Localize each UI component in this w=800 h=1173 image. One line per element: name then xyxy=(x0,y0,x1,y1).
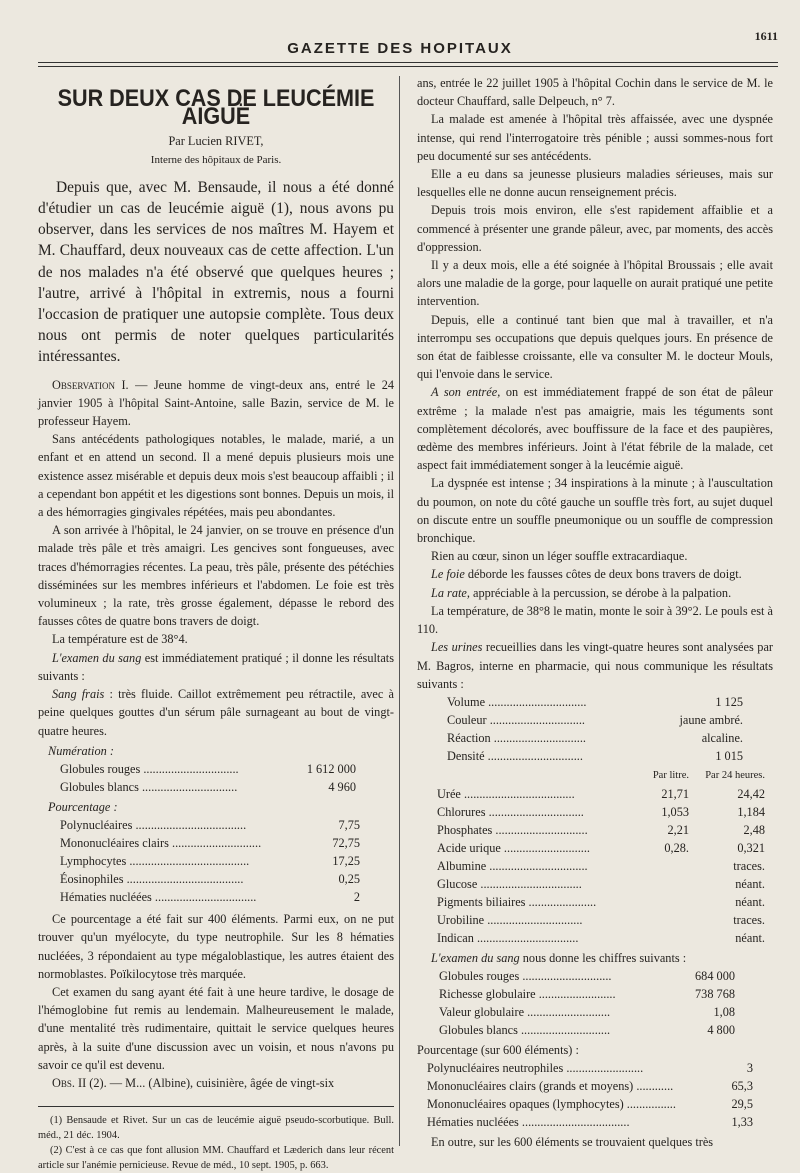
numeration-table xyxy=(60,760,356,796)
table-row xyxy=(60,888,360,906)
table-row xyxy=(60,852,360,870)
table-row xyxy=(437,821,765,839)
paragraph xyxy=(38,649,394,685)
table-row xyxy=(439,985,735,1003)
pourcentage2-table xyxy=(427,1059,753,1131)
row-value-per-litre: 1,053 xyxy=(661,804,689,819)
paragraph: La température, de 38°8 le matin, monte le soir à 39°2. Le pouls est à 110. xyxy=(417,603,773,637)
row-value-per-litre xyxy=(627,893,689,911)
paragraph xyxy=(417,383,773,474)
table-row xyxy=(447,729,743,747)
pourcentage-table xyxy=(60,816,360,906)
row-label: Urée .................................... xyxy=(437,786,575,801)
table-row xyxy=(447,693,743,711)
row-label: Hématies nucléées ................................. xyxy=(60,890,257,905)
paragraph: Depuis trois mois environ, elle s'est rapidement affaiblie et a commencé à présenter une grande pâleur, avec, par moments, des accès d'oppression. xyxy=(417,203,773,254)
table-row xyxy=(60,834,360,852)
table-header xyxy=(437,767,765,785)
row-label: Globules blancs ............................... xyxy=(60,779,238,794)
header-per-24h: Par 24 heures. xyxy=(705,769,765,781)
row-value-per-24h: 2,48 xyxy=(743,822,765,837)
row-label: Polynucléaires neutrophiles ......................... xyxy=(427,1061,644,1076)
table-row xyxy=(427,1077,753,1095)
row-label: Albumine ................................ xyxy=(437,858,588,873)
paragraph xyxy=(417,584,773,602)
row-value-per-24h: néant. xyxy=(735,876,765,891)
italic-term: Le foie xyxy=(431,567,465,582)
page-number: 1611 xyxy=(754,29,778,43)
table-row xyxy=(437,803,765,821)
italic-term: A son entrée, xyxy=(431,385,501,400)
row-label: Globules rouges ............................... xyxy=(60,761,239,776)
obs2-paragraph xyxy=(38,1074,394,1092)
row-value: 1 612 000 xyxy=(306,761,356,776)
table-row xyxy=(447,747,743,765)
pourcentage-label: Pourcentage : xyxy=(48,799,118,814)
row-value-per-24h: traces. xyxy=(733,912,765,927)
paragraph: En outre, sur les 600 éléments se trouvaient quelques très xyxy=(431,1135,714,1150)
blood-table xyxy=(439,967,735,1039)
text: est immédiatement pratiqué ; il donne les résultats suivants : xyxy=(38,650,394,683)
row-value: 1,08 xyxy=(713,1005,735,1020)
text: déborde les fausses côtes de deux bons travers de doigt. xyxy=(464,567,742,582)
table-row xyxy=(427,1059,753,1077)
row-value-per-24h: néant. xyxy=(735,930,765,945)
row-value: 1,33 xyxy=(731,1115,753,1130)
row-label: Lymphocytes ....................................... xyxy=(60,854,250,869)
table-row xyxy=(60,816,360,834)
row-value-per-litre: 2,21 xyxy=(667,822,689,837)
text: recueillies dans les vingt-quatre heures sont analysées par M. Bagros, interne en pharmacie, qui nous communique les résultats suivants : xyxy=(417,640,773,691)
row-value: 0,25 xyxy=(338,872,360,887)
numeration-label: Numération : xyxy=(48,743,114,758)
urine-general-table xyxy=(447,693,743,765)
italic-term: Les urines xyxy=(431,640,483,655)
table-row xyxy=(437,839,765,857)
obs1-paragraph xyxy=(38,376,394,431)
row-label: Couleur ............................... xyxy=(447,712,585,727)
text: — M... (Albine), cuisinière, âgée de vingt-six xyxy=(109,1075,335,1090)
row-value: alcaline. xyxy=(701,730,743,745)
paragraph xyxy=(38,685,394,740)
row-label: Mononucléaires opaques (lymphocytes) ................ xyxy=(427,1097,676,1112)
paragraph xyxy=(417,565,773,583)
row-label: Indican ................................. xyxy=(437,930,579,945)
row-label: Acide urique ............................ xyxy=(437,840,591,855)
italic-term: L'examen du sang xyxy=(52,650,142,665)
row-label: Chlorures ............................... xyxy=(437,804,584,819)
row-label: Glucose ................................. xyxy=(437,876,582,891)
table-row xyxy=(437,893,765,911)
pourcentage2-label: Pourcentage (sur 600 éléments) : xyxy=(417,1043,579,1058)
table-row xyxy=(439,1003,735,1021)
row-value-per-24h: néant. xyxy=(735,894,765,909)
footnote: (2) C'est à ce cas que font allusion MM. Chauffard et Læderich dans leur récent article sur l'anémie pernicieuse. Revue de méd., 10 sept. 1905, p. 663. xyxy=(38,1145,394,1172)
table-row xyxy=(60,760,356,778)
obs1-heading: Observation I. xyxy=(52,377,129,392)
table-row xyxy=(437,911,765,929)
row-label: Globules rouges ............................. xyxy=(439,969,612,984)
paragraph xyxy=(417,638,773,693)
header-rule-2 xyxy=(38,66,778,67)
table-row xyxy=(437,875,765,893)
row-label: Éosinophiles ...................................... xyxy=(60,872,244,887)
left-column xyxy=(38,82,394,1173)
row-value-per-24h: traces. xyxy=(733,858,765,873)
row-label: Urobiline ............................... xyxy=(437,912,583,927)
intro-paragraph: Depuis que, avec M. Bensaude, il nous a été donné d'étudier un cas de leucémie aiguë (1), nous avons pu observer, dans les services de nos maîtres M. Hayem et M. Chauffard, deux nouveaux cas de cette affection. L'un de nos malades n'a été observé que quelques heures ; l'autre, arrivé à l'hôpital in extremis, nous a fourni l'occasion de pratiquer une autopsie complète. Tous deux nous ont permis de noter quelques particularités intéressantes. xyxy=(38,178,394,366)
row-label: Densité ............................... xyxy=(447,748,583,763)
row-value: 4 800 xyxy=(707,1023,735,1038)
row-value-per-litre: 21,71 xyxy=(661,786,689,801)
paragraph: La malade est amenée à l'hôpital très affaissée, avec une dyspnée intense, qui rend l'interrogatoire très pénible ; aussi sommes-nous fort peu documenté sur ses antécédents. xyxy=(417,112,773,163)
author-role: Interne des hôpitaux de Paris. xyxy=(150,153,282,166)
article-title: SUR DEUX CAS DE LEUCÉMIE AIGUË xyxy=(57,85,375,131)
row-value: 7,75 xyxy=(338,818,360,833)
row-value-per-litre xyxy=(627,857,689,875)
row-value-per-litre: 0,28. xyxy=(664,840,689,855)
paragraph: Sans antécédents pathologiques notables, le malade, marié, a un enfant et en attend un second. Il a mené depuis plusieurs mois une existence assez misérable et depuis deux mois s'est beaucoup affaibli ; il a cependant bon appétit et les digestions sont bonnes. Depuis un mois, il a des hémorragies gingivales répétées, mais peu abondantes. xyxy=(38,432,394,520)
paragraph: La température est de 38°4. xyxy=(52,632,188,647)
italic-term: L'examen du sang xyxy=(431,950,520,965)
table-row xyxy=(60,778,356,796)
paragraph: La dyspnée est intense ; 34 inspirations à la minute ; à l'auscultation du poumon, on note du côté gauche un souffle très fort, au sujet duquel on discute entre un souffle pneumonique ou un souffle de compression bronchique. xyxy=(417,476,773,546)
obs1-text: — Jeune homme de vingt-deux ans, entré le 24 janvier 1905 à l'hôpital Saint-Antoine, salle Bazin, service de M. le professeur Hayem. xyxy=(38,377,395,429)
right-column xyxy=(417,74,773,1152)
header-rule xyxy=(38,62,778,63)
paragraph: Elle a eu dans sa jeunesse plusieurs maladies sérieuses, mais sur lesquelles elle ne donne aucun renseignement précis. xyxy=(417,167,773,200)
row-value: 684 000 xyxy=(695,969,735,984)
row-value: jaune ambré. xyxy=(679,712,743,727)
row-value: 65,3 xyxy=(731,1079,753,1094)
author: Par Lucien RIVET, xyxy=(168,134,264,149)
row-value: 1 125 xyxy=(715,694,743,709)
row-label: Pigments biliaires ...................... xyxy=(437,894,597,909)
paragraph: Depuis, elle a continué tant bien que mal à travailler, et n'a interrompu ses occupations que depuis quelques jours. En présence de son état de faiblesse croissante, elle va consulter M. le docteur Mouls, qui l'envoie dans le service. xyxy=(417,312,773,382)
header-spacer xyxy=(437,767,627,785)
paragraph: A son arrivée à l'hôpital, le 24 janvier, on se trouve en présence d'un malade très pâle et très amaigri. Les gencives sont fongueuses, avec traces d'hémorragies récentes. La peau, très pâle, présente des pétéchies disséminées sur les membres inférieurs et l'abdomen. Le foie est très volumineux ; la rate, très grosse également, dépasse le rebord des fausses côtes de quatre bons travers de doigt. xyxy=(38,523,394,629)
paragraph: Ce pourcentage a été fait sur 400 éléments. Parmi eux, on ne put trouver qu'un myélocyte, du type neutrophile. Sur les 8 hématies nucléées, 3 répondaient au type mégaloblastique, les autres étaient des normoblastes. Poïkilocytose très marquée. xyxy=(38,912,394,981)
table-row xyxy=(437,857,765,875)
row-label: Valeur globulaire ........................... xyxy=(439,1005,611,1020)
text: nous donne les chiffres suivants : xyxy=(519,950,687,965)
row-label: Mononucléaires clairs ............................. xyxy=(60,836,262,851)
paragraph: Cet examen du sang ayant été fait à une heure tardive, le dosage de l'hémoglobine fut remis au lendemain. Malheureusement le malade, d'une mentalité très rudimentaire, quittait le service quelques heures après, à la suite d'une discussion avec un voisin, et nous n'avons pu savoir ce qu'il est devenu. xyxy=(38,984,394,1072)
header-per-litre: Par litre. xyxy=(652,769,689,781)
row-value: 1 015 xyxy=(715,748,743,763)
row-label: Globules blancs ............................. xyxy=(439,1023,611,1038)
row-label: Volume ................................ xyxy=(447,694,587,709)
row-value: 72,75 xyxy=(332,836,360,851)
row-label: Réaction .............................. xyxy=(447,730,587,745)
table-row xyxy=(427,1113,753,1131)
urine-chem-table xyxy=(437,767,765,947)
obs2-heading: Obs. II (2). xyxy=(52,1075,107,1090)
journal-title: GAZETTE DES HOPITAUX xyxy=(287,40,513,57)
paragraph xyxy=(417,949,773,967)
row-value-per-24h: 24,42 xyxy=(737,786,765,801)
footnotes xyxy=(38,1106,394,1173)
row-value: 29,5 xyxy=(731,1097,753,1112)
row-value-per-litre xyxy=(627,875,689,893)
text: : très fluide. Caillot extrêmement peu rétractile, avec à peine quelques gouttes d'un sérum pâle surnageant au bout de vingt-quatre heures. xyxy=(38,687,394,738)
table-row xyxy=(427,1095,753,1113)
table-row xyxy=(437,929,765,947)
table-row xyxy=(60,870,360,888)
text: on est immédiatement frappé de son état de pâleur extrême ; la malade n'est pas amaigrie, mais les téguments sont complètement décolorés, avec bouffissure de la face et des paupières, œdème des membres inférieurs. Joint à l'état fébrile de la malade, cet aspect fait immédiatement songer à la leucémie aiguë. xyxy=(417,385,773,473)
table-row xyxy=(447,711,743,729)
row-label: Richesse globulaire ......................... xyxy=(439,987,616,1002)
row-label: Hématies nucléées ................................... xyxy=(427,1115,630,1130)
row-value: 17,25 xyxy=(332,854,360,869)
column-divider xyxy=(399,76,400,1146)
row-label: Phosphates .............................. xyxy=(437,822,588,837)
table-row xyxy=(439,1021,735,1039)
row-value-per-litre xyxy=(627,929,689,947)
table-row xyxy=(439,967,735,985)
row-label: Mononucléaires clairs (grands et moyens) ............ xyxy=(427,1079,674,1094)
row-value: 3 xyxy=(746,1061,753,1076)
row-label: Polynucléaires .................................... xyxy=(60,818,247,833)
row-value-per-24h: 0,321 xyxy=(737,840,765,855)
row-value: 4 960 xyxy=(328,779,356,794)
row-value-per-litre xyxy=(627,911,689,929)
paragraph: ans, entrée le 22 juillet 1905 à l'hôpital Cochin dans le service de M. le docteur Chauffard, salle Delpeuch, n° 7. xyxy=(417,76,773,109)
text: appréciable à la percussion, se dérobe à la palpation. xyxy=(469,585,732,600)
table-row xyxy=(437,785,765,803)
paragraph: Il y a deux mois, elle a été soignée à l'hôpital Broussais ; elle avait alors une maladie de la gorge, pour laquelle on aurait pratiqué une petite intervention. xyxy=(417,258,773,309)
italic-term: Sang frais xyxy=(52,687,105,702)
row-value-per-24h: 1,184 xyxy=(737,804,765,819)
row-value: 738 768 xyxy=(695,987,735,1002)
row-value: 2 xyxy=(353,890,360,905)
footnote: (1) Bensaude et Rivet. Sur un cas de leucémie aiguë pseudo-scorbutique. Bull. méd., 21 déc. 1904. xyxy=(38,1115,394,1142)
paragraph: Rien au cœur, sinon un léger souffle extracardiaque. xyxy=(431,549,688,564)
italic-term: La rate, xyxy=(431,585,470,600)
